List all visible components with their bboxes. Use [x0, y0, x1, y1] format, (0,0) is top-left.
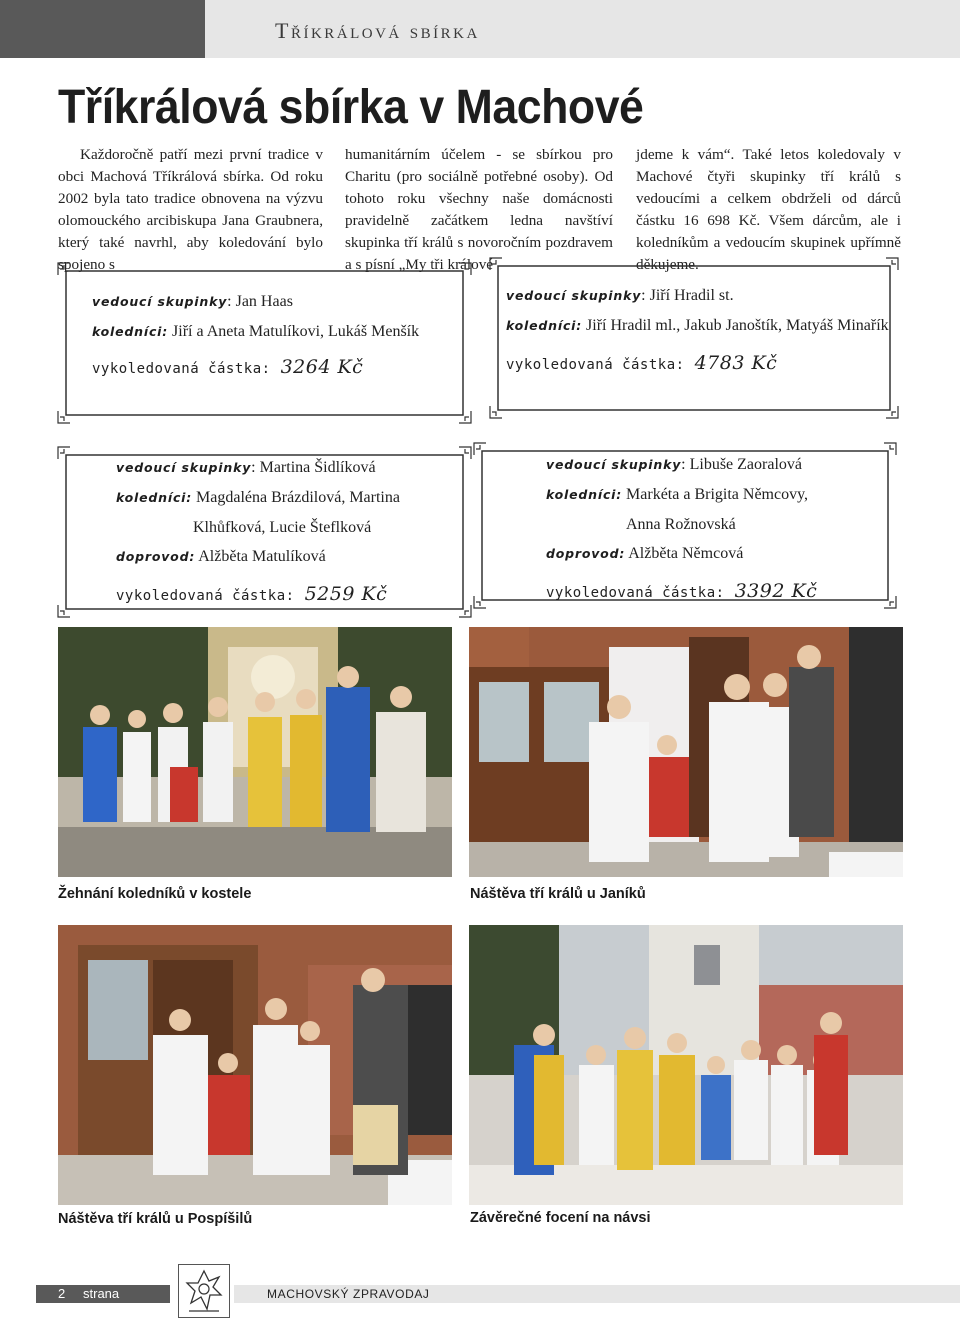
amount-line: vykoledovaná částka: 3264 Kč [92, 356, 364, 378]
photo-visit-pospisil [58, 925, 452, 1205]
decorative-frame [58, 263, 471, 423]
emblem-icon [179, 1265, 229, 1317]
magazine-name: MACHOVSKÝ ZPRAVODAJ [267, 1287, 430, 1301]
carolers-line: koledníci: Markéta a Brigita Němcovy, [546, 486, 809, 503]
leader-line: vedoucí skupinky: Libuše Zaoralová [546, 456, 802, 473]
carolers-line-2: Klhůfková, Lucie Šteflková [193, 519, 372, 536]
carolers-line: koledníci: Jiří Hradil ml., Jakub Janoštík, Matyáš Minařík [506, 317, 889, 334]
house-scene-image [58, 925, 452, 1205]
carolers-line-2: Anna Rožnovská [626, 516, 736, 533]
caption-photo-2: Náštěva tří králů u Janíků [470, 886, 646, 902]
photo-visit-janik [469, 627, 903, 877]
carolers-line: koledníci: Jiří a Aneta Matulíkovi, Lukáš Menšík [92, 323, 420, 340]
leader-line: vedoucí skupinky: Jiří Hradil st. [506, 287, 734, 304]
caption-photo-3: Náštěva tří králů u Pospíšilů [58, 1211, 253, 1227]
page-label: strana [83, 1286, 120, 1301]
house-scene-image [469, 627, 903, 877]
group-box-3 [58, 447, 471, 617]
caption-photo-1: Žehnání koledníků v kostele [58, 886, 252, 902]
article-column-2: humanitárním účelem - se sbírkou pro Charitu (pro sociálně potřebné osoby). Od tohoto roku všechny naše domácnosti pravidelně začátkem ledna navštíví skupinka tří králů s novoročním pozdravem a s písní „My tři králové [345, 146, 613, 273]
group-box-2 [490, 258, 898, 418]
article-column-1: Každoročně patří mezi první tradice v obci Machová Tříkrálová sbírka. Od roku 2002 byla tato tradice obnovena na výzvu olomouckého arcibiskupa Jana Graubnera, který také navrhl, aby koledování bylo spojeno s [58, 146, 323, 273]
village-square-image [469, 925, 903, 1205]
page-number: 2 [58, 1286, 66, 1301]
leader-line: vedoucí skupinky: Martina Šidlíková [116, 459, 376, 476]
photo-church-blessing [58, 627, 452, 877]
amount-line: vykoledovaná částka: 4783 Kč [506, 352, 778, 374]
amount-value: 5259 Kč [304, 583, 388, 605]
amount-value: 3392 Kč [734, 580, 818, 602]
group-box-1 [58, 263, 471, 423]
village-emblem-logo [178, 1264, 230, 1318]
decorative-frame [490, 258, 898, 418]
church-scene-image [58, 627, 452, 877]
header-dark-bar [0, 0, 205, 58]
amount-line: vykoledovaná částka: 3392 Kč [546, 580, 818, 602]
amount-value: 4783 Kč [694, 352, 778, 374]
section-title: Tříkrálová sbírka [275, 18, 480, 43]
carolers-line: koledníci: Magdaléna Brázdilová, Martina [116, 489, 400, 506]
caption-photo-4: Závěrečné focení na návsi [470, 1210, 651, 1226]
article-title: Tříkrálová sbírka v Machové [58, 81, 644, 134]
escort-line: doprovod: Alžběta Matulíková [116, 548, 326, 565]
photo-final-group [469, 925, 903, 1205]
article-column-3: jdeme k vám“. Také letos koledovaly v Machové čtyři skupinky tří králů s vedoucími a celkem obdrželi od dárců částku 16 698 Kč. Všem dárcům, ale i koledníkům a vedoucím skupinek upřímně děkujeme. [636, 146, 901, 273]
leader-line: vedoucí skupinky: Jan Haas [92, 293, 293, 310]
footer-page-bar [36, 1285, 170, 1303]
amount-line: vykoledovaná částka: 5259 Kč [116, 583, 388, 605]
amount-value: 3264 Kč [280, 356, 364, 378]
group-box-4 [474, 443, 896, 608]
escort-line: doprovod: Alžběta Němcová [546, 545, 744, 562]
